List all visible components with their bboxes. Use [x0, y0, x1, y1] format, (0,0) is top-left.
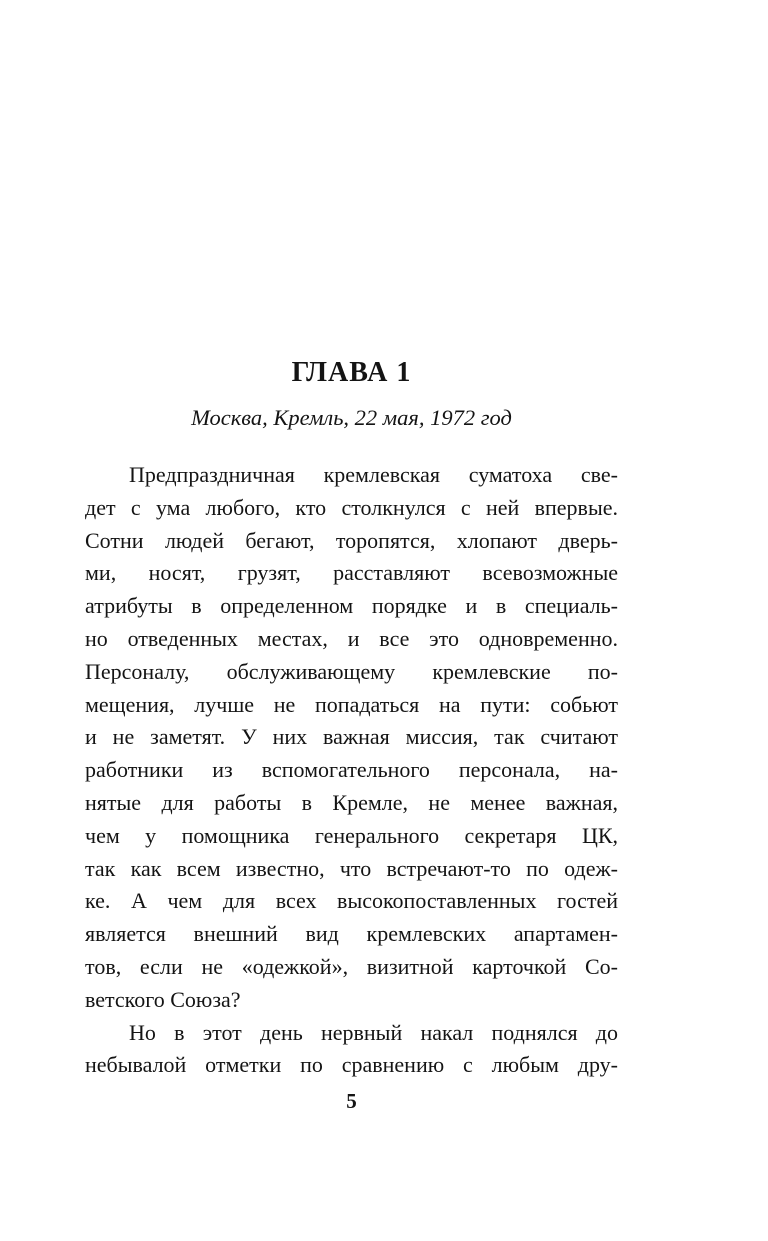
body-line: тов, если не «одежкой», визитной карточкой Со-: [85, 953, 618, 979]
body-line: чем у помощника генерального секретаря ЦК,: [85, 822, 618, 848]
body-line: так как всем известно, что встречают-то по одеж-: [85, 855, 618, 881]
body-line: Персоналу, обслуживающему кремлевские по-: [85, 658, 618, 684]
page-number: 5: [346, 1089, 357, 1113]
body-line: является внешний вид кремлевских апартамен-: [85, 921, 618, 947]
body-line: атрибуты в определенном порядке и в специаль-: [85, 593, 618, 619]
body-line: Предпраздничная кремлевская суматоха све-: [129, 462, 618, 487]
body-line: дет с ума любого, кто столкнулся с ней впервые.: [85, 494, 618, 520]
body-line: Сотни людей бегают, торопятся, хлопают дверь-: [85, 527, 618, 553]
body-line: нятые для работы в Кремле, не менее важная,: [85, 789, 618, 815]
body-text: [85, 459, 618, 1082]
body-line: но отведенных местах, и все это одновременно.: [85, 625, 618, 651]
body-line: ми, носят, грузят, расставляют всевозможные: [85, 560, 618, 586]
chapter-title: ГЛАВА 1: [291, 357, 412, 388]
body-line: работники из вспомогательного персонала, на-: [85, 757, 618, 783]
body-line: небывалой отметки по сравнению с любым дру-: [85, 1052, 618, 1078]
chapter-dateline: Москва, Кремль, 22 мая, 1972 год: [191, 405, 512, 430]
body-line: ке. А чем для всех высокопоставленных гостей: [85, 888, 618, 914]
body-line: Но в этот день нервный накал поднялся до: [129, 1019, 618, 1045]
body-line: ветского Союза?: [85, 986, 241, 1012]
body-line: мещения, лучше не попадаться на пути: собьют: [85, 691, 618, 717]
body-line: и не заметят. У них важная миссия, так считают: [85, 724, 618, 750]
